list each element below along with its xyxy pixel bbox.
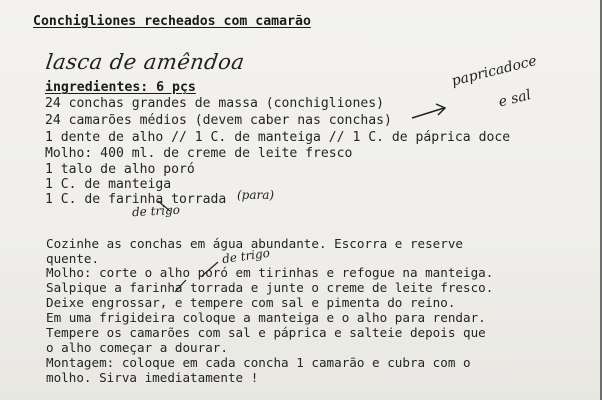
instruction-line: Em uma frigideira coloque a manteiga e o alho para rendar.	[46, 310, 486, 325]
instruction-line: quente.	[46, 251, 100, 266]
handwritten-note-sal: e sal	[497, 87, 533, 111]
ingredient-line: 24 conchas grandes de massa (conchigliones)	[45, 96, 384, 111]
instruction-line: Salpique a farinha torrada e junte o creme de leite fresco.	[46, 280, 494, 295]
handwritten-note-de-trigo-2: de trigo	[221, 245, 271, 267]
handwritten-note-para: (para)	[237, 188, 275, 202]
instruction-line: Deixe engrossar, e tempere com sal e pimenta do reino.	[46, 295, 456, 310]
handwritten-note-paprica: papricadoce	[450, 52, 539, 90]
ingredient-line: Molho: 400 ml. de creme de leite fresco	[45, 146, 353, 161]
instruction-line: o alho começar a dourar.	[46, 340, 228, 355]
ingredient-line: 1 talo de alho poró	[45, 162, 195, 177]
recipe-title: Conchigliones recheados com camarão	[33, 14, 311, 29]
insertion-mark	[158, 201, 170, 211]
handwritten-note-de-trigo: de trigo	[131, 202, 181, 220]
handwritten-note-top: lasca de amêndoa	[44, 50, 247, 74]
instruction-line: Tempere os camarões com sal e páprica e salteie depois que	[46, 325, 486, 340]
instruction-line: Montagem: coloque em cada concha 1 camarão e cubra com o	[46, 355, 471, 370]
insertion-mark-2	[202, 262, 218, 276]
instruction-line: molho. Sirva imediatamente !	[46, 370, 259, 385]
ingredient-line: 1 C. de manteiga	[45, 177, 172, 192]
ingredient-line: 24 camarões médios (devem caber nas conchas)	[45, 113, 392, 128]
ingredient-line: 1 C. de farinha torrada	[45, 192, 227, 207]
ingredient-line: 1 dente de alho // 1 C. de manteiga // 1 C. de páprica doce	[45, 130, 511, 145]
ingredients-header: ingredientes: 6 pçs	[45, 80, 196, 95]
insertion-mark-3	[175, 280, 186, 292]
instruction-line: Molho: corte o alho poró em tirinhas e refogue na manteiga.	[46, 265, 494, 280]
instruction-line: Cozinhe as conchas em água abundante. Escorra e reserve	[46, 236, 464, 251]
